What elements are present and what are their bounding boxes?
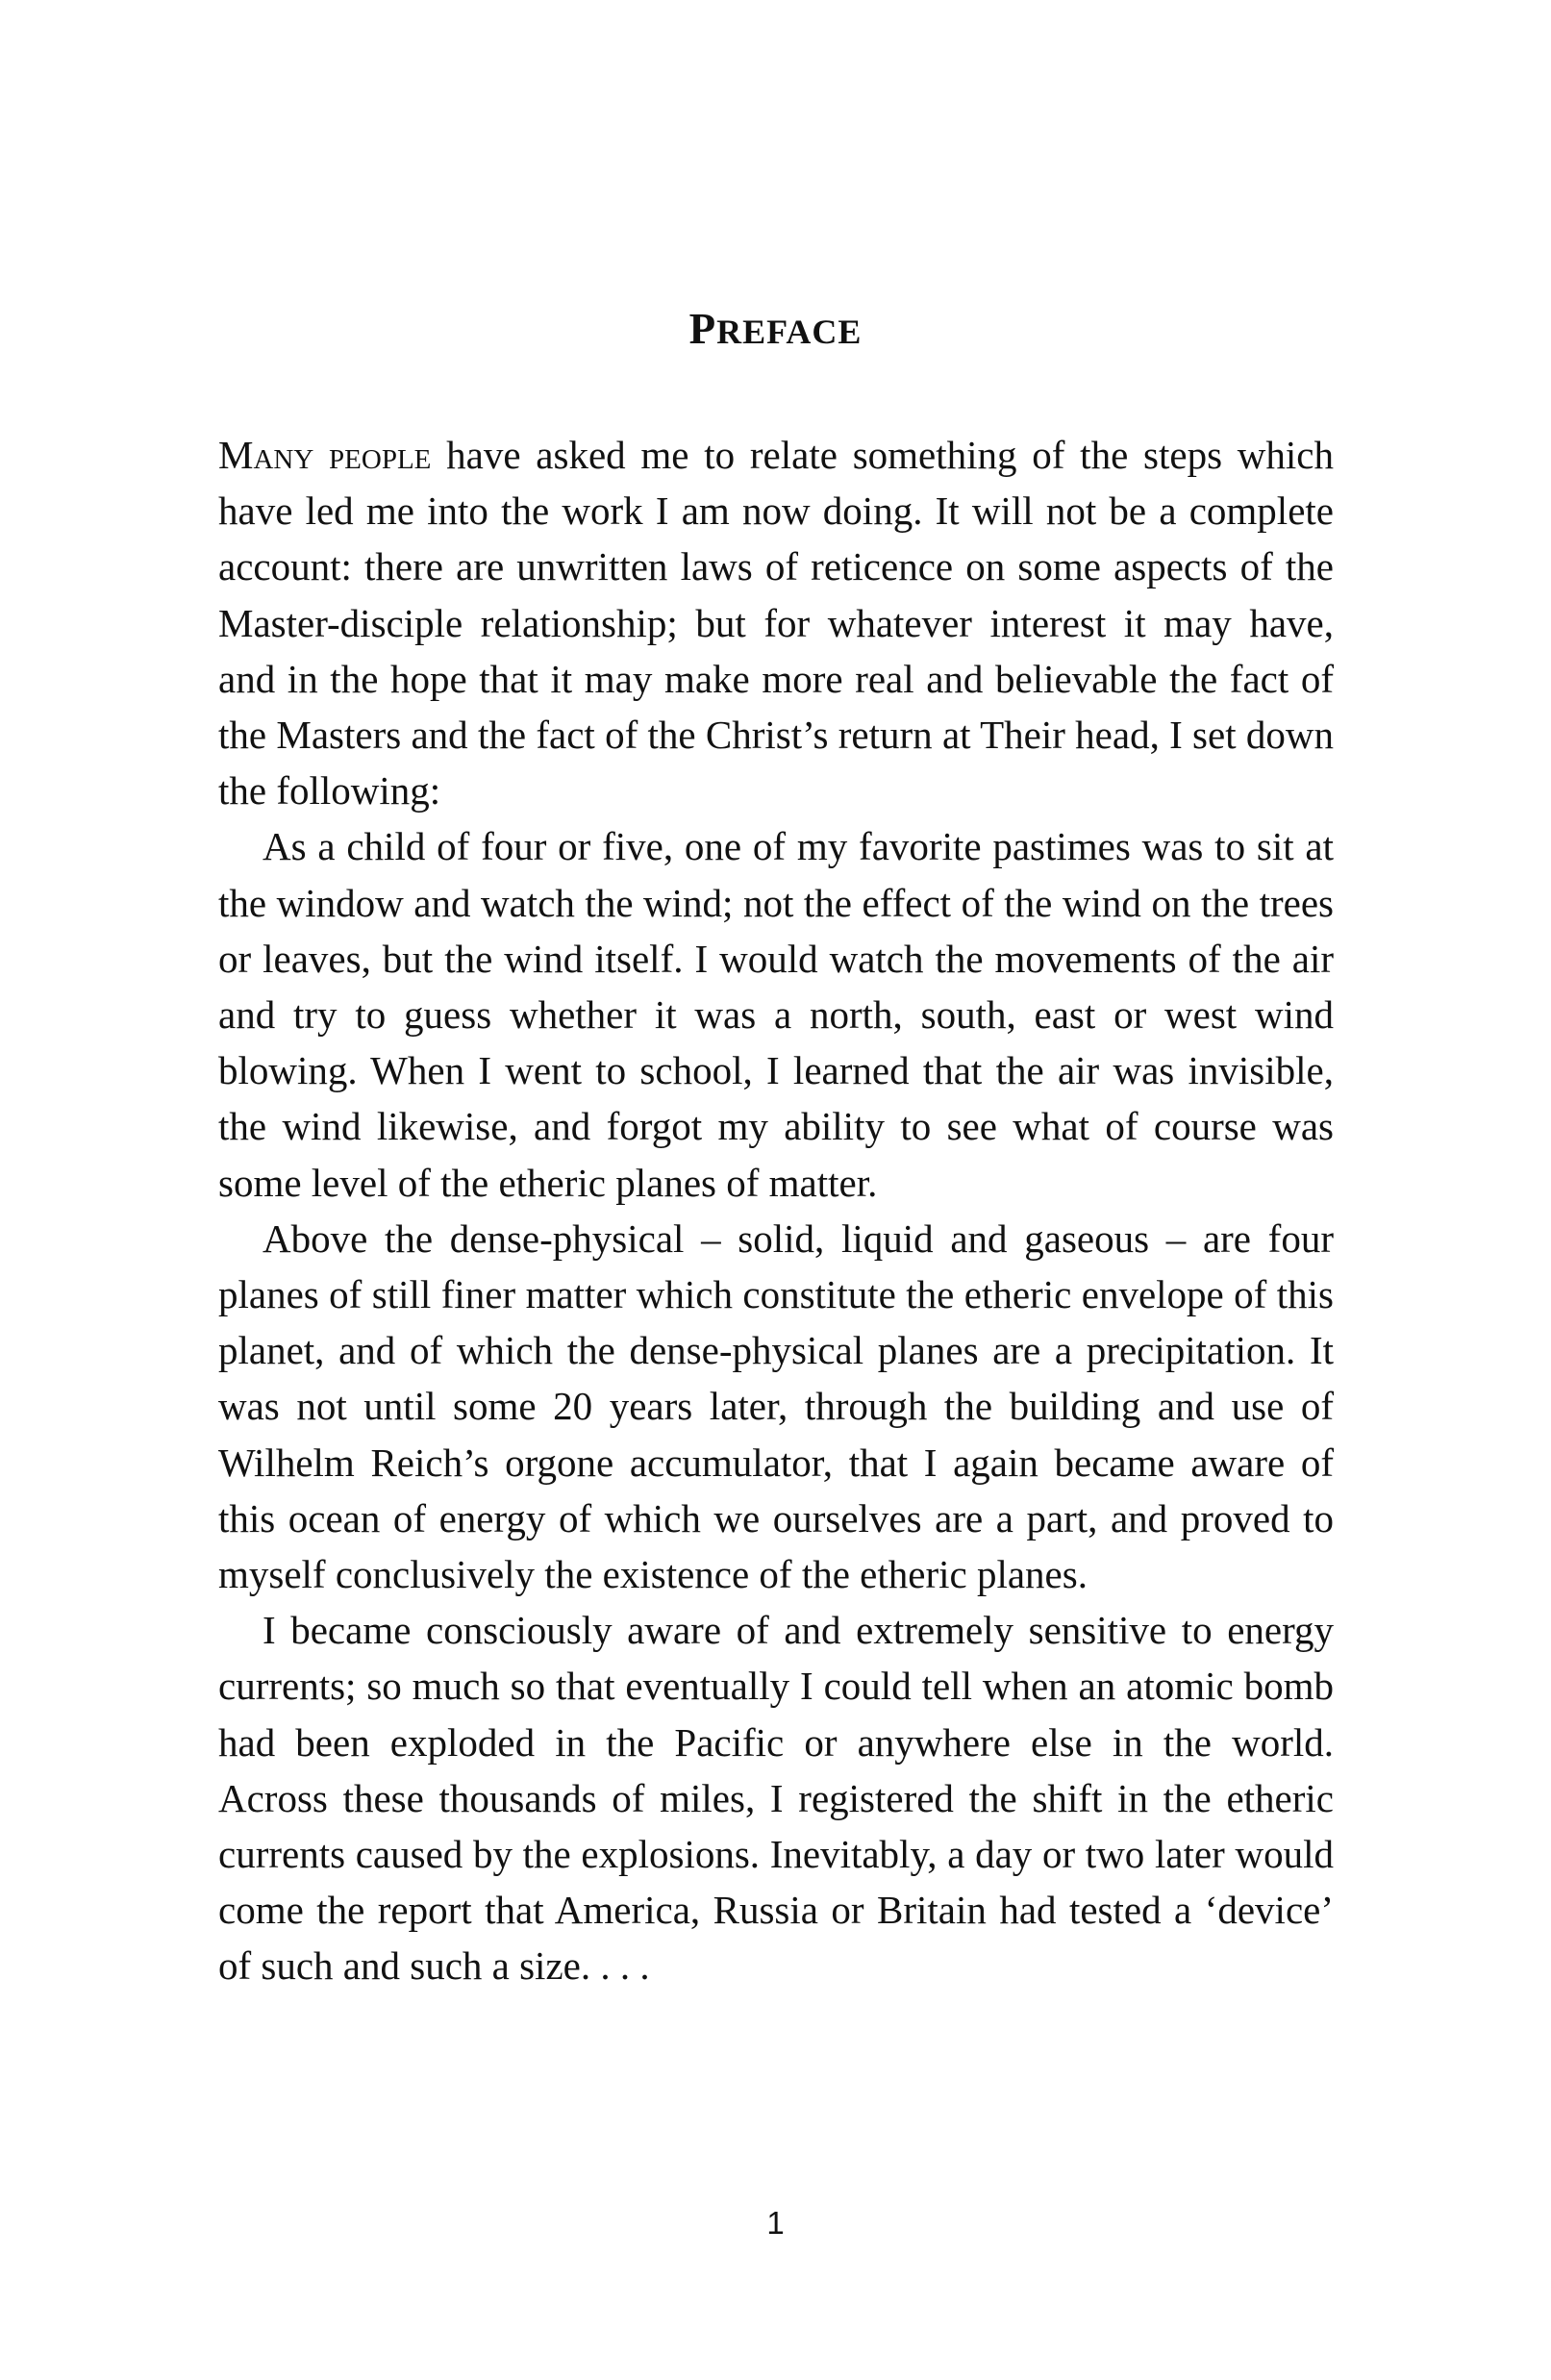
title-rest: REFACE (716, 313, 863, 351)
paragraph-3: Above the dense-physical – solid, liquid and gaseous – are four planes of still finer matter which constitute the etheric envelope of this planet, and of which the dense-physical planes are a precipitation. It was not until some 20 years later, through the building and use of Wilhelm Reich’s orgone accumulator, that I again became aware of this ocean of energy of which we ourselves are a part, and proved to myself conclusively the existence of the etheric planes. (218, 1215, 1334, 1597)
paragraph-4: I became consciously aware of and extremely sensitive to energy currents; so much so that eventually I could tell when an atomic bomb had been exploded in the Pacific or anywhere else in the world. Across these thousands of miles, I registered the shift in the etheric currents caused by the explosions. Inevitably, a day or two later would come the report that America, Russia or Britain had tested a ‘device’ of such and such a size. . . . (218, 1608, 1334, 1989)
title-initial: P (688, 305, 717, 353)
body-text (218, 427, 1334, 1994)
paragraph-lead-smallcaps: Many people (218, 433, 432, 477)
page-number: 1 (766, 2205, 785, 2241)
paragraph-1 (218, 427, 1334, 818)
paragraph-2: As a child of four or five, one of my favorite pastimes was to sit at the window and watch the wind; not the effect of the wind on the trees or leaves, but the wind itself. I would watch the movements of the air and try to guess whether it was a north, south, east or west wind blowing. When I went to school, I learned that the air was invisible, the wind likewise, and forgot my ability to see what of course was some level of the etheric planes of matter. (218, 824, 1334, 1205)
page-title (0, 300, 1551, 361)
paragraph-1-text: have asked me to relate something of the steps which have led me into the work I am now doing. It will not be a complete account: there are unwritten laws of reticence on some aspects of the Master-disciple relationship; but for whatever interest it may have, and in the hope that it may make more real and believable the fact of the Masters and the fact of the Christ’s return at Their head, I set down the following: (218, 433, 1334, 814)
